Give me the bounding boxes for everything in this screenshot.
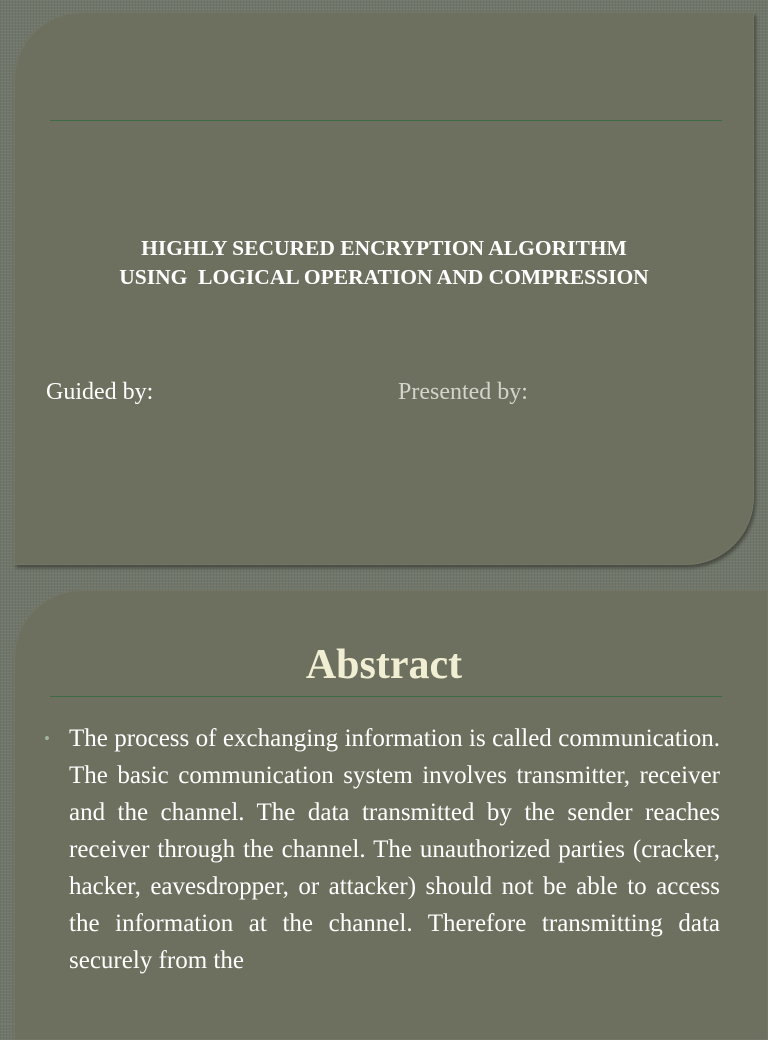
abstract-slide-divider xyxy=(50,696,722,697)
abstract-slide xyxy=(14,590,768,1040)
bullet-icon: • xyxy=(44,729,50,748)
title-slide xyxy=(14,12,754,565)
presentation-title xyxy=(14,234,754,292)
abstract-heading: Abstract xyxy=(305,642,463,688)
guided-by-label: Guided by: xyxy=(46,379,154,405)
title-slide-divider xyxy=(50,120,722,121)
title-line-1: HIGHLY SECURED ENCRYPTION ALGORITHM xyxy=(141,236,627,260)
presented-by-label: Presented by: xyxy=(398,379,528,405)
abstract-body: The process of exchanging information is called communication. The basic communication system involves transmitter, receiver and the channel. The data transmitted by the sender reaches receiver through the channel. The unauthorized parties (cracker, hacker, eavesdropper, or attacker) should not be able to access the information at the channel. Therefore transmitting data securely from the xyxy=(69,725,720,974)
title-line-2: USING LOGICAL OPERATION AND COMPRESSION xyxy=(119,265,649,289)
